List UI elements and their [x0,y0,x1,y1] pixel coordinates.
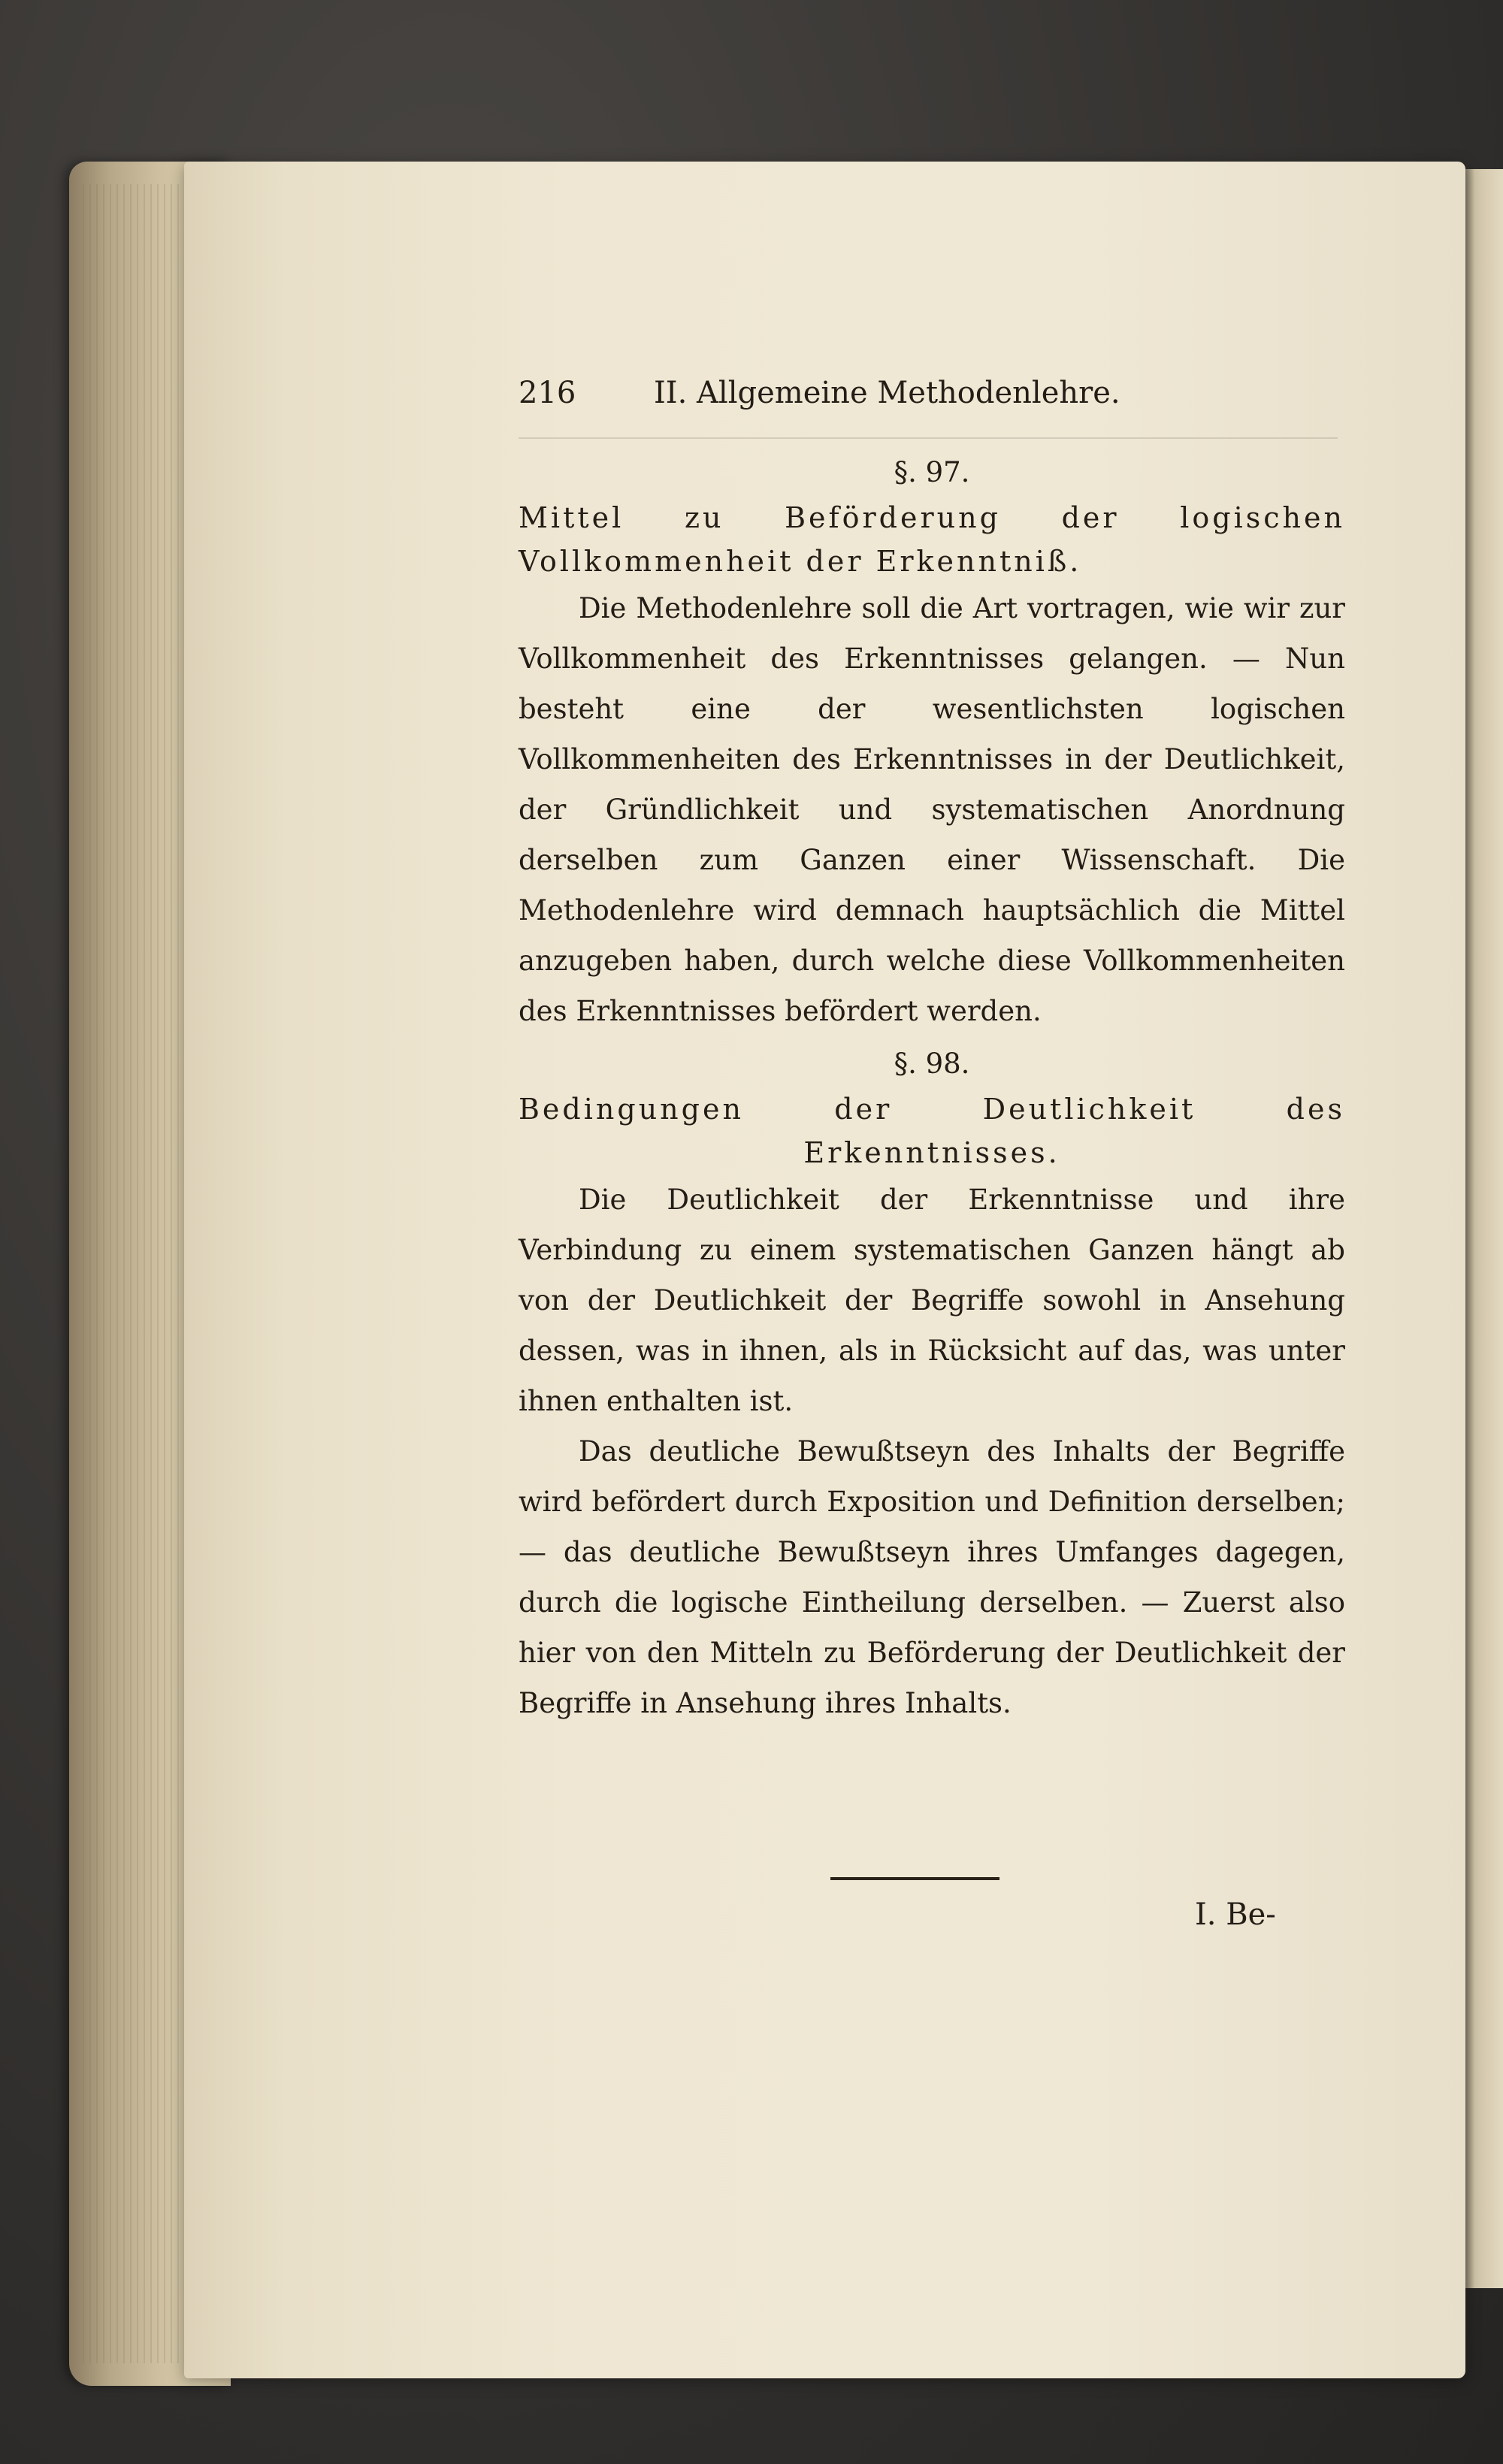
paragraph: Die Deutlichkeit der Erkenntnisse und ihre Verbindung zu einem systematischen Ganzen hängt ab von der Deutlichkeit der Begriffe sowohl in Ansehung dessen, was in ihnen, als in Rücksicht auf das, was unter ihnen enthalten ist. [519,1184,1345,1417]
running-header [519,376,1345,421]
page-text [519,376,1345,1728]
header-rule [519,437,1338,439]
section-title: Bedingungen der Deutlichkeit des Erkenntnisses. [519,1093,1345,1169]
facing-page-edge [1462,169,1503,2288]
page-number: 216 [519,376,576,410]
paragraph: Das deutliche Bewußtseyn des Inhalts der Begriffe wird befördert durch Exposition und Definition derselben; — das deutliche Bewußtseyn ihres Umfanges dagegen, durch die logische Eintheilung derselben. — Zuerst also hier von den Mitteln zu Beförderung der Deutlichkeit der Begriffe in Ansehung ihres Inhalts. [519,1435,1345,1719]
running-title: II. Allgemeine Methodenlehre. [654,376,1120,410]
section-title: Mittel zu Beförderung der logischen Vollkommenheit der Erkenntniß. [519,501,1345,578]
paragraph: Die Methodenlehre soll die Art vortragen, wie wir zur Vollkommenheit des Erkenntnisses gelangen. — Nun besteht eine der wesentlichsten logischen Vollkommenheiten des Erkenntnisses in der Deutlichkeit, der Gründlichkeit und systematischen Anordnung derselben zum Ganzen einer Wissenschaft. Die Methodenlehre wird demnach hauptsächlich die Mittel anzugeben haben, durch welche diese Vollkommenheiten des Erkenntnisses befördert werden. [519,592,1345,1027]
section-number: §. 98. [894,1048,970,1080]
catchword: I. Be- [1195,1897,1276,1932]
section-number: §. 97. [894,456,970,488]
end-rule [830,1877,999,1880]
